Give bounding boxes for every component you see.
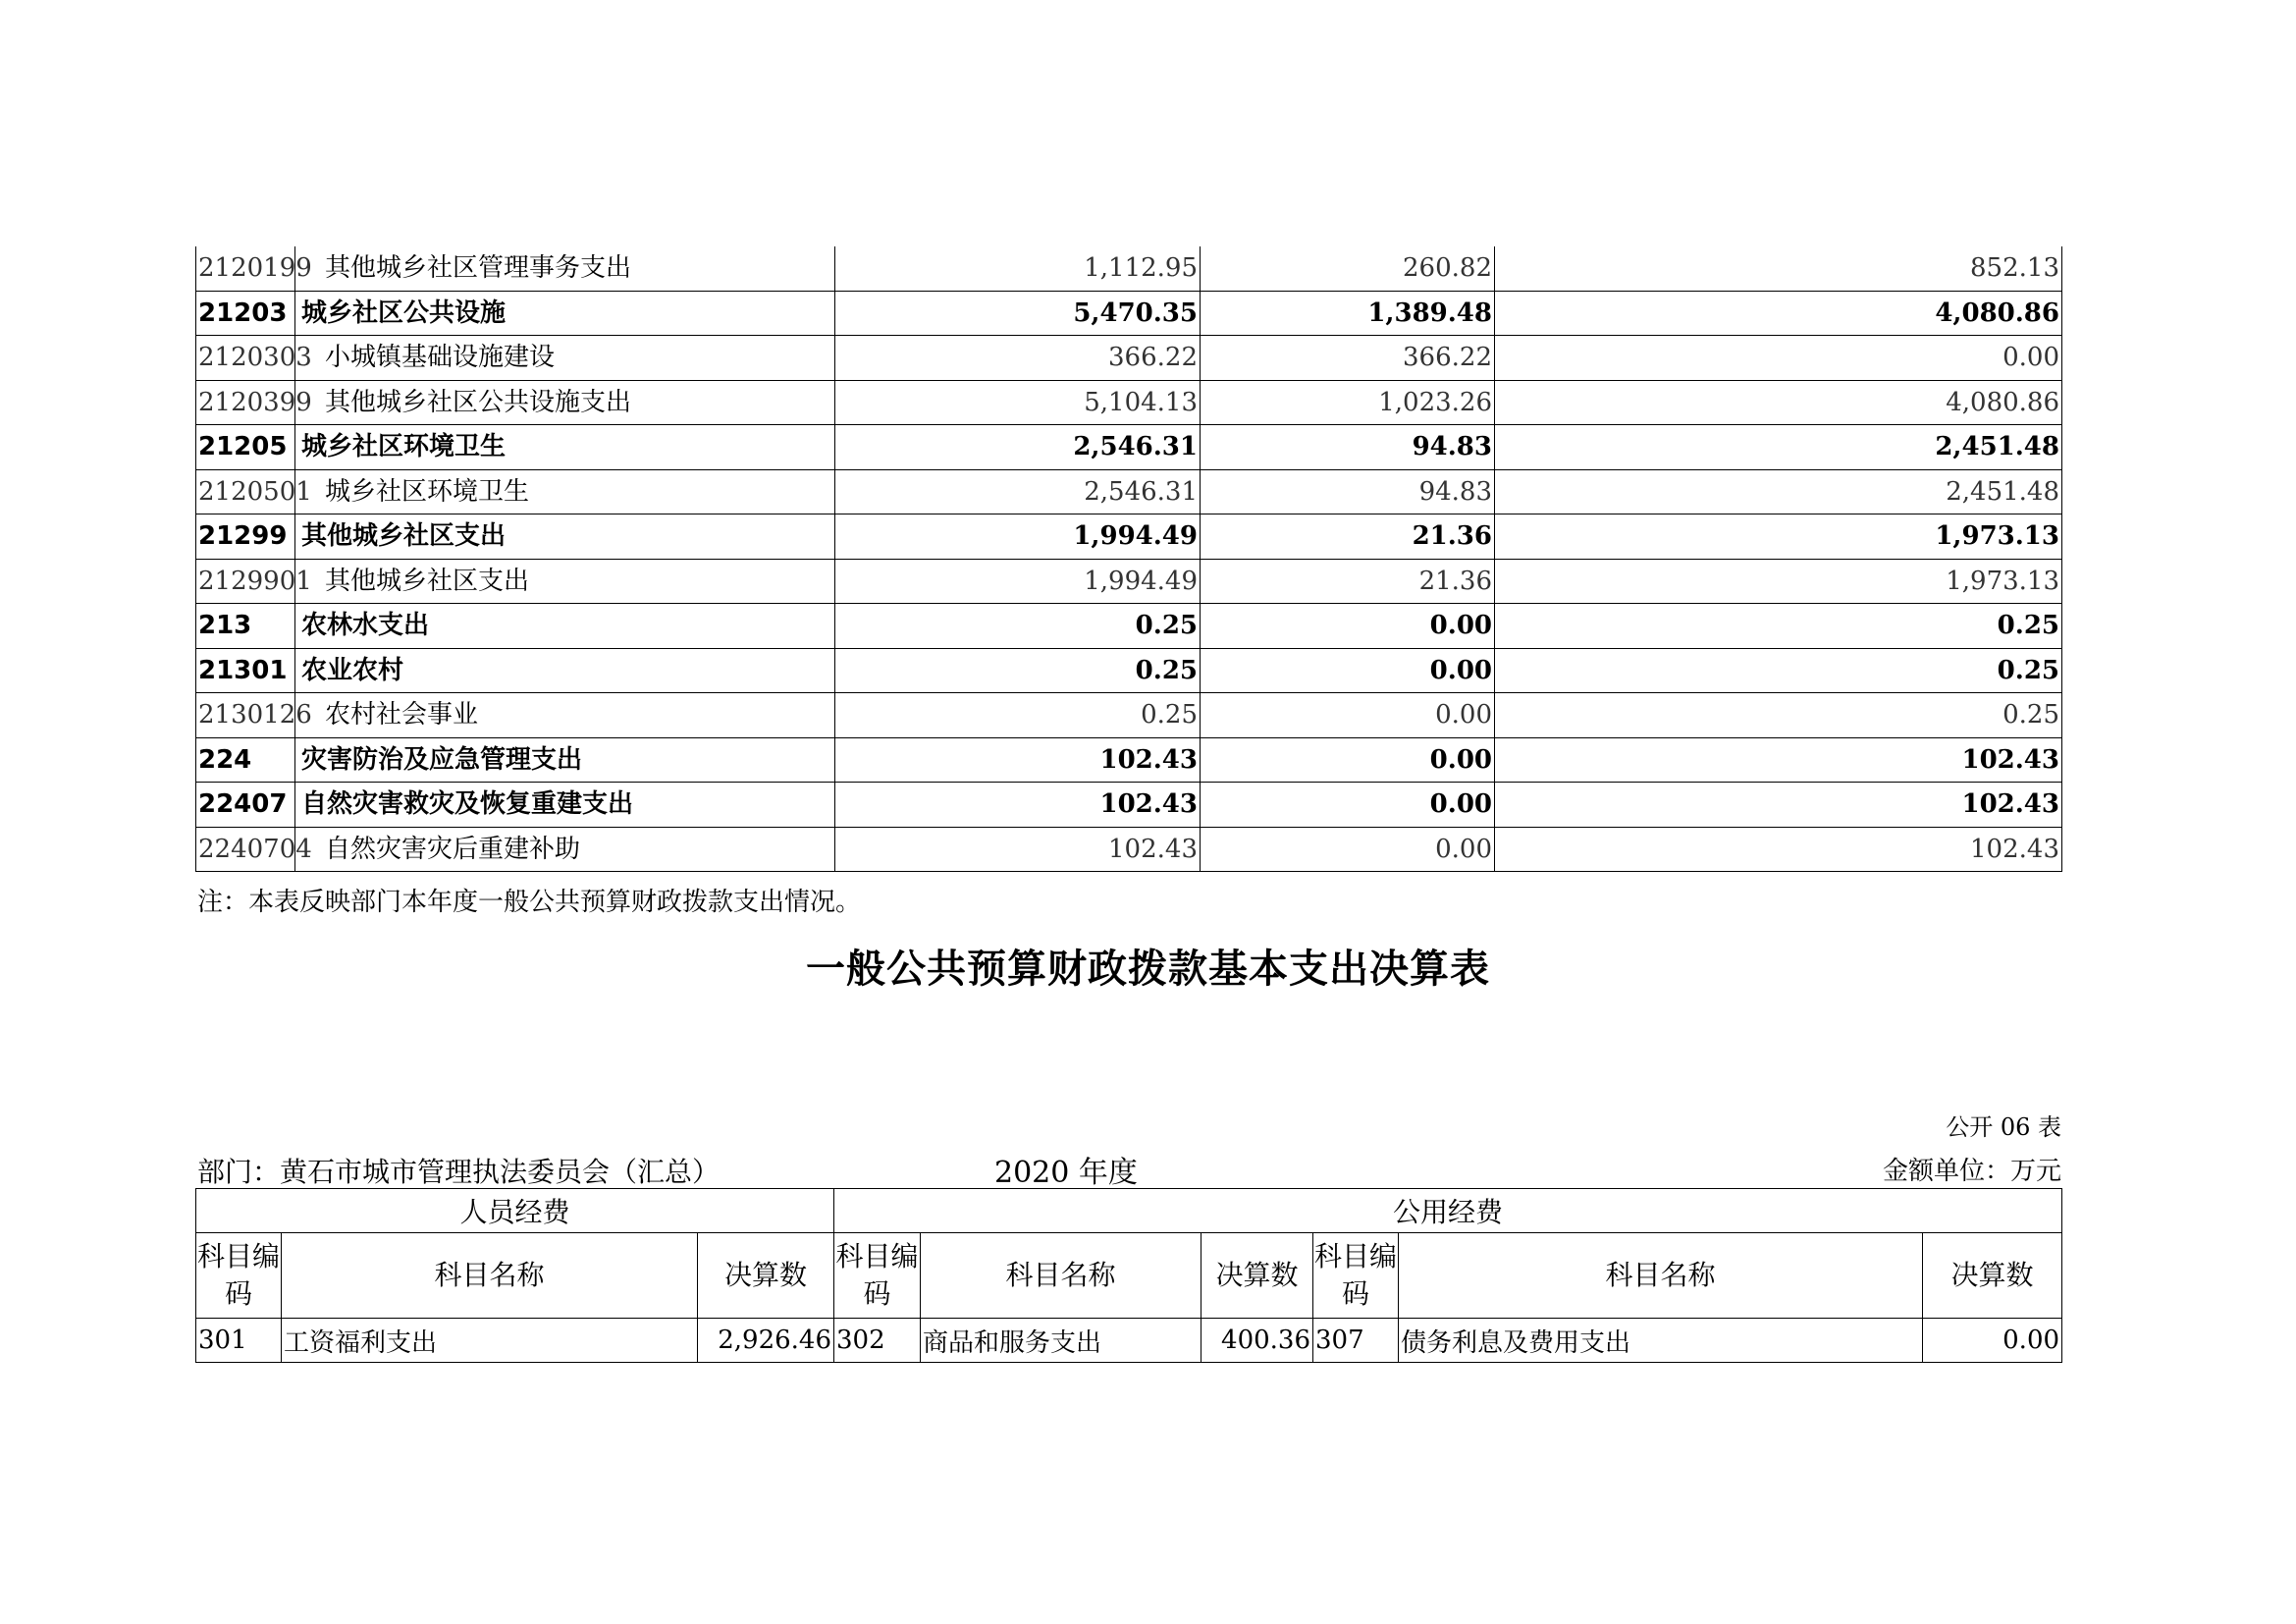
row-name: 城乡社区公共设施 (295, 291, 835, 336)
col-header-name: 科目名称 (921, 1233, 1201, 1319)
table-row (196, 380, 2062, 425)
public-amount: 0.00 (1923, 1319, 2062, 1363)
row-basic: 0.00 (1201, 604, 1495, 649)
personnel-code: 301 (196, 1319, 282, 1363)
row-name: 农业农村 (295, 648, 835, 693)
row-project: 0.25 (1495, 648, 2062, 693)
row-basic: 0.00 (1201, 737, 1495, 783)
row-total: 366.22 (835, 336, 1201, 381)
row-total: 102.43 (835, 737, 1201, 783)
col-header-code: 科目编码 (834, 1233, 921, 1319)
row-project: 1,973.13 (1495, 514, 2062, 560)
table-row (196, 336, 2062, 381)
row-code: 2129901 (196, 559, 295, 604)
expenditure-table-body (196, 246, 2062, 872)
col-header-amount: 决算数 (1201, 1233, 1313, 1319)
page-title: 一般公共预算财政拨款基本支出决算表 (806, 947, 1490, 992)
table-row (196, 514, 2062, 560)
public-name: 债务利息及费用支出 (1399, 1319, 1923, 1363)
row-basic: 0.00 (1201, 648, 1495, 693)
public-name: 商品和服务支出 (921, 1319, 1201, 1363)
table-row (196, 648, 2062, 693)
col-header-name: 科目名称 (1399, 1233, 1923, 1319)
row-project: 0.25 (1495, 604, 2062, 649)
department-label: 部门：黄石市城市管理执法委员会（汇总） (197, 1156, 721, 1188)
row-basic: 94.83 (1201, 425, 1495, 470)
row-total: 1,994.49 (835, 559, 1201, 604)
public-code: 307 (1313, 1319, 1399, 1363)
row-project: 1,973.13 (1495, 559, 2062, 604)
personnel-amount: 2,926.46 (698, 1319, 834, 1363)
row-project: 2,451.48 (1495, 469, 2062, 514)
column-header-row (196, 1233, 2062, 1319)
row-basic: 1,389.48 (1201, 291, 1495, 336)
row-name: 农林水支出 (295, 604, 835, 649)
row-code: 2120303 (196, 336, 295, 381)
row-project: 4,080.86 (1495, 380, 2062, 425)
row-code: 224 (196, 737, 295, 783)
row-code: 2240704 (196, 827, 295, 872)
row-basic: 0.00 (1201, 693, 1495, 738)
row-total: 1,994.49 (835, 514, 1201, 560)
row-code: 21205 (196, 425, 295, 470)
row-name: 小城镇基础设施建设 (295, 336, 835, 381)
row-project: 0.00 (1495, 336, 2062, 381)
table-row (196, 604, 2062, 649)
row-name: 自然灾害救灾及恢复重建支出 (295, 783, 835, 828)
personnel-name: 工资福利支出 (282, 1319, 698, 1363)
row-project: 2,451.48 (1495, 425, 2062, 470)
row-basic: 260.82 (1201, 246, 1495, 291)
table-row (196, 469, 2062, 514)
row-name: 其他城乡社区支出 (295, 514, 835, 560)
row-name: 其他城乡社区公共设施支出 (295, 380, 835, 425)
row-basic: 94.83 (1201, 469, 1495, 514)
table-row (196, 559, 2062, 604)
table-note: 注：本表反映部门本年度一般公共预算财政拨款支出情况。 (197, 888, 862, 917)
row-total: 0.25 (835, 604, 1201, 649)
table-number: 公开 06 表 (1946, 1113, 2061, 1141)
row-project: 4,080.86 (1495, 291, 2062, 336)
row-code: 21301 (196, 648, 295, 693)
row-code: 2120199 (196, 246, 295, 291)
table-row (196, 425, 2062, 470)
row-name: 灾害防治及应急管理支出 (295, 737, 835, 783)
col-header-code: 科目编码 (196, 1233, 282, 1319)
row-project: 0.25 (1495, 693, 2062, 738)
row-code: 21203 (196, 291, 295, 336)
col-header-code: 科目编码 (1313, 1233, 1399, 1319)
group-header-row (196, 1189, 2062, 1233)
row-basic: 366.22 (1201, 336, 1495, 381)
row-basic: 0.00 (1201, 783, 1495, 828)
group-personnel-header: 人员经费 (196, 1189, 834, 1233)
amount-unit: 金额单位：万元 (1882, 1157, 2061, 1186)
row-name: 城乡社区环境卫生 (295, 469, 835, 514)
row-name: 农村社会事业 (295, 693, 835, 738)
row-total: 1,112.95 (835, 246, 1201, 291)
table-row (196, 783, 2062, 828)
basic-expenditure-table (195, 1188, 2062, 1363)
row-code: 22407 (196, 783, 295, 828)
table-row (196, 827, 2062, 872)
public-amount: 400.36 (1201, 1319, 1313, 1363)
table-row (196, 246, 2062, 291)
public-code: 302 (834, 1319, 921, 1363)
row-basic: 21.36 (1201, 514, 1495, 560)
row-code: 2120399 (196, 380, 295, 425)
row-total: 0.25 (835, 693, 1201, 738)
row-project: 852.13 (1495, 246, 2062, 291)
group-public-header: 公用经费 (834, 1189, 2062, 1233)
table-row (196, 693, 2062, 738)
row-total: 2,546.31 (835, 425, 1201, 470)
row-name: 自然灾害灾后重建补助 (295, 827, 835, 872)
fiscal-year: 2020 年度 (994, 1156, 1138, 1190)
row-name: 其他城乡社区支出 (295, 559, 835, 604)
row-code: 2120501 (196, 469, 295, 514)
row-name: 其他城乡社区管理事务支出 (295, 246, 835, 291)
col-header-amount: 决算数 (698, 1233, 834, 1319)
row-basic: 21.36 (1201, 559, 1495, 604)
row-project: 102.43 (1495, 737, 2062, 783)
row-project: 102.43 (1495, 783, 2062, 828)
row-total: 102.43 (835, 827, 1201, 872)
row-total: 0.25 (835, 648, 1201, 693)
row-total: 5,470.35 (835, 291, 1201, 336)
row-total: 102.43 (835, 783, 1201, 828)
row-project: 102.43 (1495, 827, 2062, 872)
row-code: 2130126 (196, 693, 295, 738)
row-code: 21299 (196, 514, 295, 560)
row-name: 城乡社区环境卫生 (295, 425, 835, 470)
row-total: 5,104.13 (835, 380, 1201, 425)
table-row (196, 1319, 2062, 1363)
table-row (196, 291, 2062, 336)
expenditure-table (195, 246, 2062, 872)
col-header-amount: 决算数 (1923, 1233, 2062, 1319)
row-basic: 0.00 (1201, 827, 1495, 872)
row-basic: 1,023.26 (1201, 380, 1495, 425)
row-code: 213 (196, 604, 295, 649)
col-header-name: 科目名称 (282, 1233, 698, 1319)
row-total: 2,546.31 (835, 469, 1201, 514)
table-row (196, 737, 2062, 783)
